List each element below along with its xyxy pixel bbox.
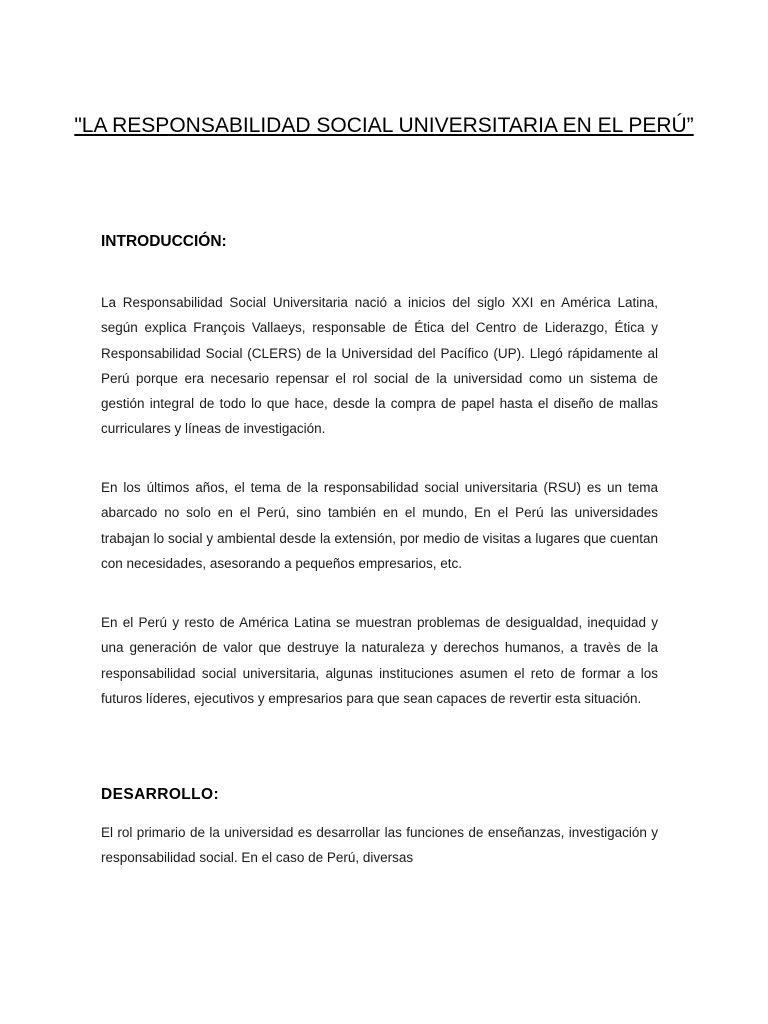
desarrollo-paragraph-1: El rol primario de la universidad es desarrollar las funciones de enseñanzas, investigación y responsabilidad social. En el caso de Perú, diversas <box>101 825 658 866</box>
document-title: "LA RESPONSABILIDAD SOCIAL UNIVERSITARIA EN EL PERÚ” <box>74 114 694 137</box>
section-heading-desarrollo: DESARROLLO: <box>101 786 220 803</box>
section-heading-introduccion: INTRODUCCIÓN: <box>101 233 227 250</box>
intro-paragraph-2: En los últimos años, el tema de la responsabilidad social universitaria (RSU) es un tema abarcado no solo en el Perú, sino también en el mundo, En el Perú las universidades trabajan lo social y ambiental desde la extensión, por medio de visitas a lugares que cuentan con necesidades, asesorando a pequeños empresarios, etc. <box>101 480 658 571</box>
intro-paragraph-1: La Responsabilidad Social Universitaria nació a inicios del siglo XXI en América Latina, según explica François Vallaeys, responsable de Ética del Centro de Liderazgo, Ética y Responsabilidad Social (CLERS) de la Universidad del Pacífico (UP). Llegó rápidamente al Perú porque era necesario repensar el rol social de la universidad como un sistema de gestión integral de todo lo que hace, desde la compra de papel hasta el diseño de mallas curriculares y líneas de investigación. <box>101 295 658 437</box>
intro-paragraph-3: En el Perú y resto de América Latina se muestran problemas de desigualdad, inequidad y una generación de valor que destruye la naturaleza y derechos humanos, a travès de la responsabilidad social universitaria, algunas instituciones asumen el reto de formar a los futuros líderes, ejecutivos y empresarios para que sean capaces de revertir esta situación. <box>101 615 658 706</box>
